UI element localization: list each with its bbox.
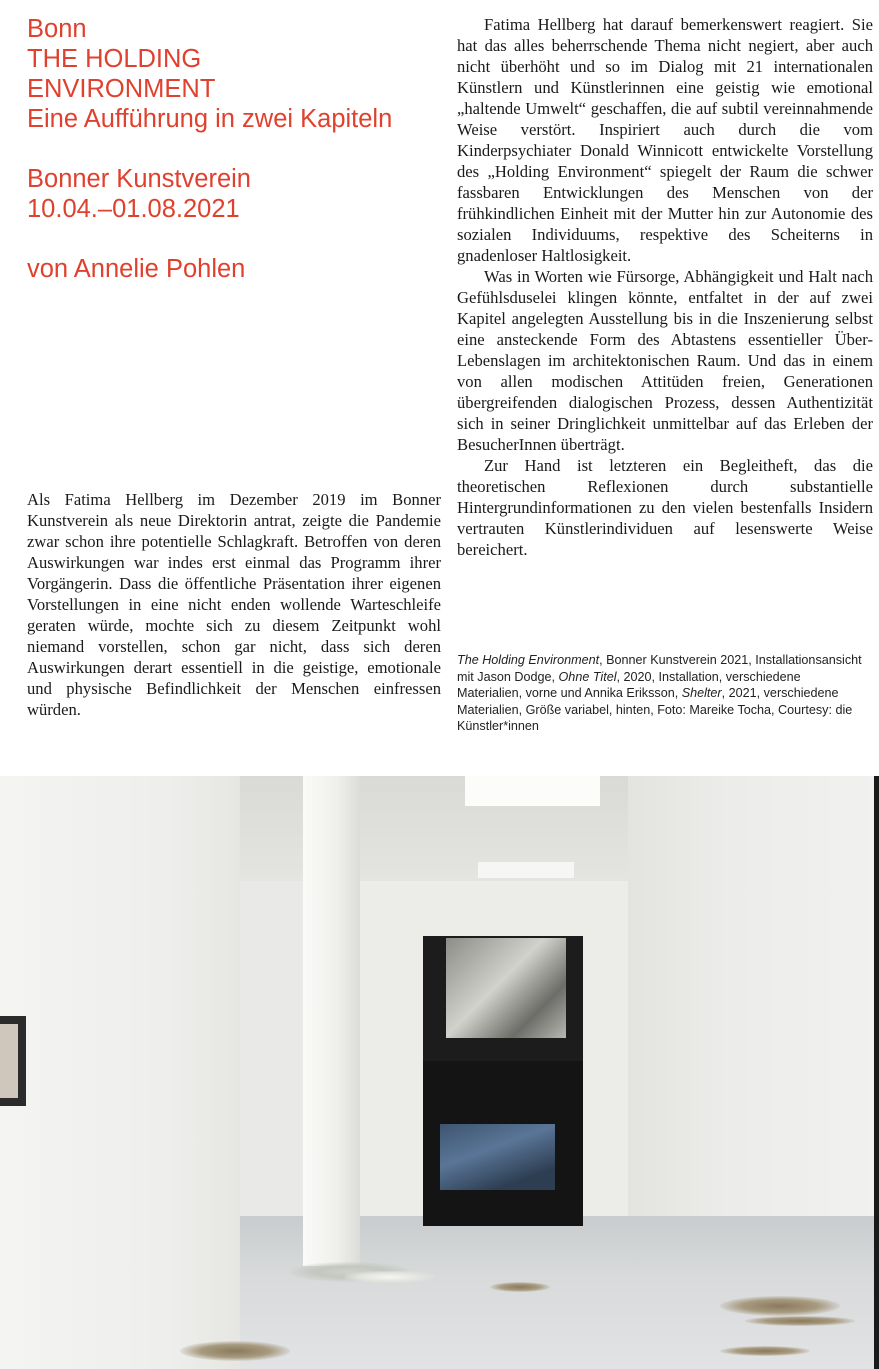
photo-artwork-image <box>446 938 566 1038</box>
photo-floor-debris <box>180 1341 290 1361</box>
body-paragraph: Als Fatima Hellberg im Dezember 2019 im Bonner Kunstverein als neue Direktorin antrat, zeigte die Pandemie zwar schon ihre potentielle Schlagkraft. Betroffen von deren Auswirkungen war indes erst einmal das Programm ihrer Vorgängerin. Dass die öffentliche Präsentation ihrer eigenen Vorstellungen in eine nicht enden wollende Warteschleife geraten würde, mochte sich zu diesem Zeitpunkt wohl niemand vorstellen, schon gar nicht, dass sich deren Auswirkungen derart essentiell in die geistige, emotionale und physische Befindlichkeit der Menschen einfressen würden. <box>27 490 441 719</box>
photo-floor-debris <box>720 1296 840 1316</box>
right-text-column <box>457 14 873 560</box>
exhibition-dates: 10.04.–01.08.2021 <box>27 195 240 223</box>
city-label: Bonn <box>27 15 87 43</box>
photo-glass-objects <box>345 1271 435 1283</box>
body-paragraph: Zur Hand ist letzteren ein Begleitheft, das die theoretischen Reflexionen durch substantielle Hintergrundinformationen zu den vielen bestenfalls Insidern vertrauten Künstlerindividuen auf lesenswerte Weise bereichert. <box>457 456 873 559</box>
heading-spacer <box>27 224 447 254</box>
photo-floor-debris <box>745 1316 855 1326</box>
exhibition-title-line1: THE HOLDING <box>27 45 202 73</box>
article-heading <box>27 14 447 284</box>
author-byline: von Annelie Pohlen <box>27 255 246 283</box>
caption-work-title: Ohne Titel <box>558 669 617 684</box>
caption-work-title: The Holding Environment <box>457 653 600 667</box>
photo-skylight <box>478 862 574 878</box>
photo-artwork-image <box>440 1124 555 1190</box>
heading-spacer <box>27 134 447 164</box>
photo-caption <box>457 652 867 735</box>
body-paragraph: Was in Worten wie Fürsorge, Abhängigkeit und Halt nach Gefühlsduselei klingen könnte, entfaltet in der auf zwei Kapitel angelegten Ausstellung bis in die Inszenierung selbst eine ansteckende Form des Abtastens essentieller Über-Lebenslagen im architektonischen Raum. Und das in einem von allen modischen Attitüden freien, Generationen übergreifenden dialogischen Prozess, dessen Authentizität sich in seiner Dringlichkeit unmittelbar auf das Erleben der BesucherInnen überträgt. <box>457 267 873 454</box>
photo-skylight <box>465 776 600 806</box>
photo-pillar <box>303 776 360 1266</box>
photo-framed-picture-image <box>0 1024 18 1098</box>
exhibition-title-line2: ENVIRONMENT <box>27 75 216 103</box>
caption-work-title: Shelter <box>681 686 722 700</box>
photo-left-wall <box>0 776 240 1369</box>
body-paragraph: Fatima Hellberg hat darauf bemerkenswert reagiert. Sie hat das alles beherrschende Thema nicht negiert, aber auch nicht überhöht und so im Dialog mit 21 internationalen Künstlern und Künstlerinnen eine geistig wie emotional „haltende Umwelt“ geschaffen, die auf subtil vereinnahmende Weise verstört. Inspiriert auch durch die vom Kinderpsychiater Donald Winnicott entwickelte Vorstellung des „Holding Environment“ spiegelt der Raum die schwer fassbaren Entwicklungen des Menschen von der frühkindlichen Einheit mit der Mutter hin zur Autonomie des sozialen Individuums, respektive des Scheiterns in gnadenloser Haltlosigkeit. <box>457 15 873 265</box>
left-text-column <box>27 489 441 720</box>
caption-text: , 2021, verschiedene Materialien, Größe variabel, hinten, Foto: Mareike Tocha, Courtesy: die Künstler*innen <box>457 686 853 733</box>
installation-photo <box>0 776 879 1369</box>
photo-floor-debris <box>490 1282 550 1292</box>
venue-label: Bonner Kunstverein <box>27 165 251 193</box>
exhibition-subtitle: Eine Aufführung in zwei Kapiteln <box>27 105 393 133</box>
caption-text: , 2020, Installation, verschiedene Materialien, vorne und Annika Eriksson, <box>457 669 801 700</box>
photo-page-edge <box>874 776 879 1369</box>
photo-floor-debris <box>720 1346 810 1356</box>
caption-text: , Bonner Kunstverein 2021, Installationsansicht mit Jason Dodge, <box>457 653 862 684</box>
